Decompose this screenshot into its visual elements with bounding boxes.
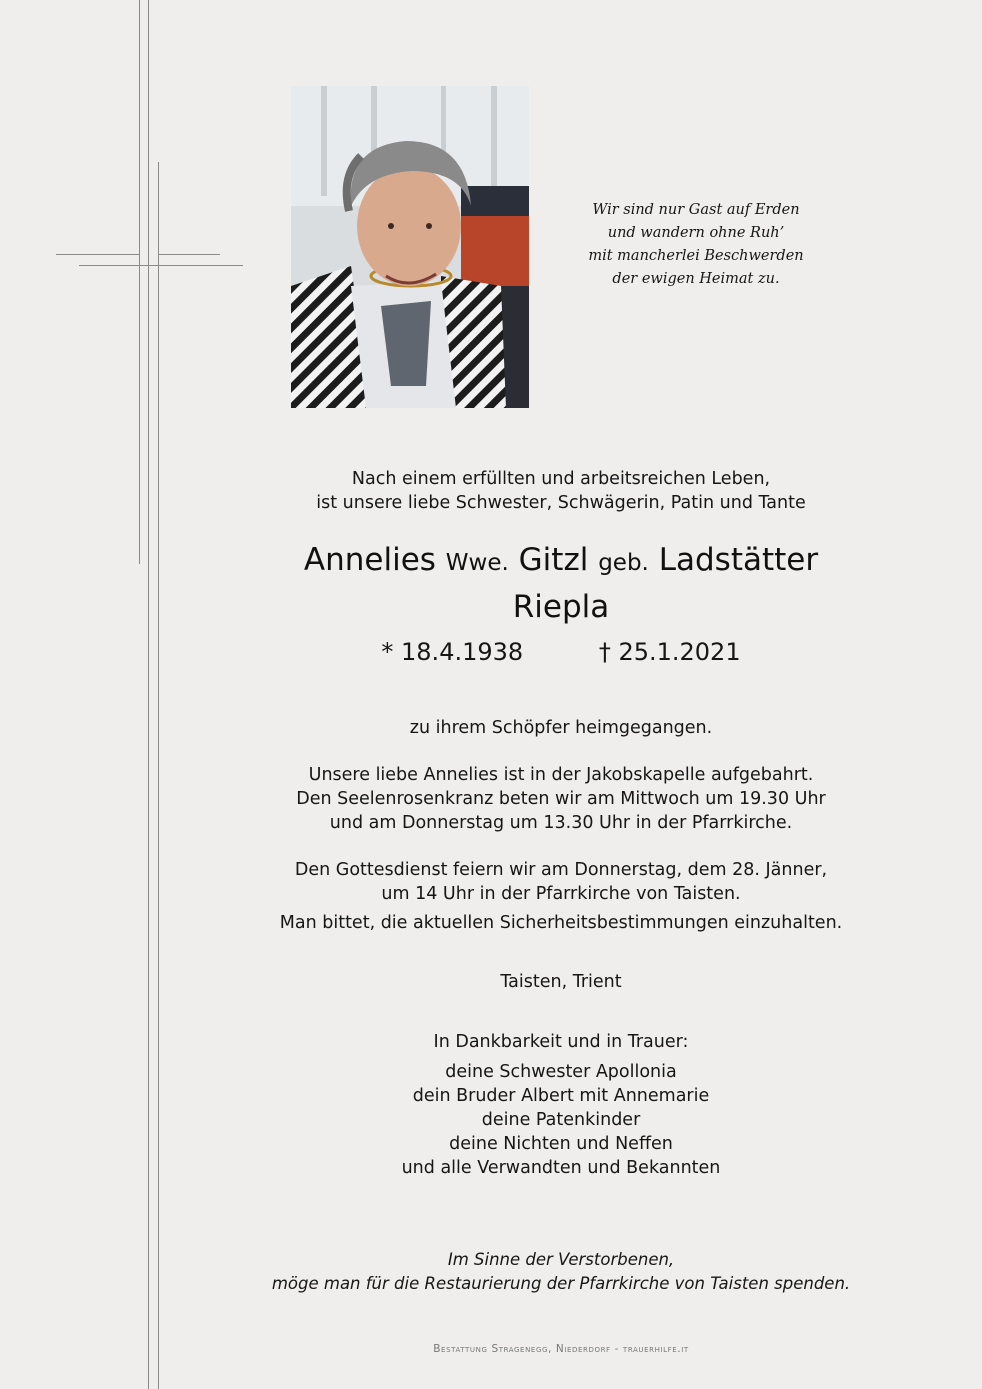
deceased-name xyxy=(240,538,882,629)
places-text: Taisten, Trient xyxy=(500,972,622,992)
mourner-item: deine Schwester Apollonia xyxy=(445,1062,677,1082)
mourner-item: dein Bruder Albert mit Annemarie xyxy=(412,1086,710,1106)
quote-line: Wir sind nur Gast auf Erden xyxy=(592,202,800,218)
quote-line: mit mancherlei Beschwerden xyxy=(588,248,804,264)
quote-line: der ewigen Heimat zu. xyxy=(612,271,780,287)
funeral-home-footer: Bestattung Stragenegg, Niederdorf - trauerhilfe.it xyxy=(433,1343,689,1355)
gone-text: zu ihrem Schöpfer heimgegangen. xyxy=(409,718,713,738)
mourner-item: deine Nichten und Neffen xyxy=(449,1134,673,1154)
service-text xyxy=(240,858,882,906)
closing-line: möge man für die Restaurierung der Pfarrkirche von Taisten spenden. xyxy=(271,1274,851,1293)
married-name: Gitzl xyxy=(518,542,589,578)
nickname: Riepla xyxy=(512,589,610,625)
intro-line: ist unsere liebe Schwester, Schwägerin, Patin und Tante xyxy=(316,493,806,513)
rosary-text xyxy=(240,763,882,835)
rosary-line: Unsere liebe Annelies ist in der Jakobskapelle aufgebahrt. xyxy=(308,765,814,785)
mourner-item: und alle Verwandten und Bekannten xyxy=(401,1158,721,1178)
rosary-line: und am Donnerstag um 13.30 Uhr in der Pfarrkirche. xyxy=(329,813,793,833)
first-name: Annelies xyxy=(303,542,436,578)
widow-label: Wwe. xyxy=(445,550,509,576)
intro-line: Nach einem erfüllten und arbeitsreichen Leben, xyxy=(351,469,771,489)
donation-request xyxy=(240,1248,882,1296)
safety-text: Man bittet, die aktuellen Sicherheitsbestimmungen einzuhalten. xyxy=(279,913,843,933)
life-dates xyxy=(240,637,882,667)
intro-text xyxy=(240,467,882,515)
portrait-photo xyxy=(291,86,529,408)
born-label: geb. xyxy=(598,550,649,576)
rosary-line: Den Seelenrosenkranz beten wir am Mittwoch um 19.30 Uhr xyxy=(296,789,826,809)
maiden-name: Ladstätter xyxy=(658,542,819,578)
full-name-line xyxy=(240,538,882,585)
birth-date: * 18.4.1938 xyxy=(381,638,524,666)
quote-line: und wandern ohne Ruh’ xyxy=(607,225,785,241)
mourner-item: deine Patenkinder xyxy=(481,1110,641,1130)
service-line: um 14 Uhr in der Pfarrkirche von Taisten. xyxy=(381,884,741,904)
death-date: † 25.1.2021 xyxy=(598,638,741,666)
closing-line: Im Sinne der Verstorbenen, xyxy=(447,1250,675,1269)
mourners-heading: In Dankbarkeit und in Trauer: xyxy=(433,1032,689,1052)
poem-quote xyxy=(560,199,832,291)
service-line: Den Gottesdienst feiern wir am Donnerstag, dem 28. Jänner, xyxy=(294,860,828,880)
mourners-block xyxy=(240,1030,882,1180)
